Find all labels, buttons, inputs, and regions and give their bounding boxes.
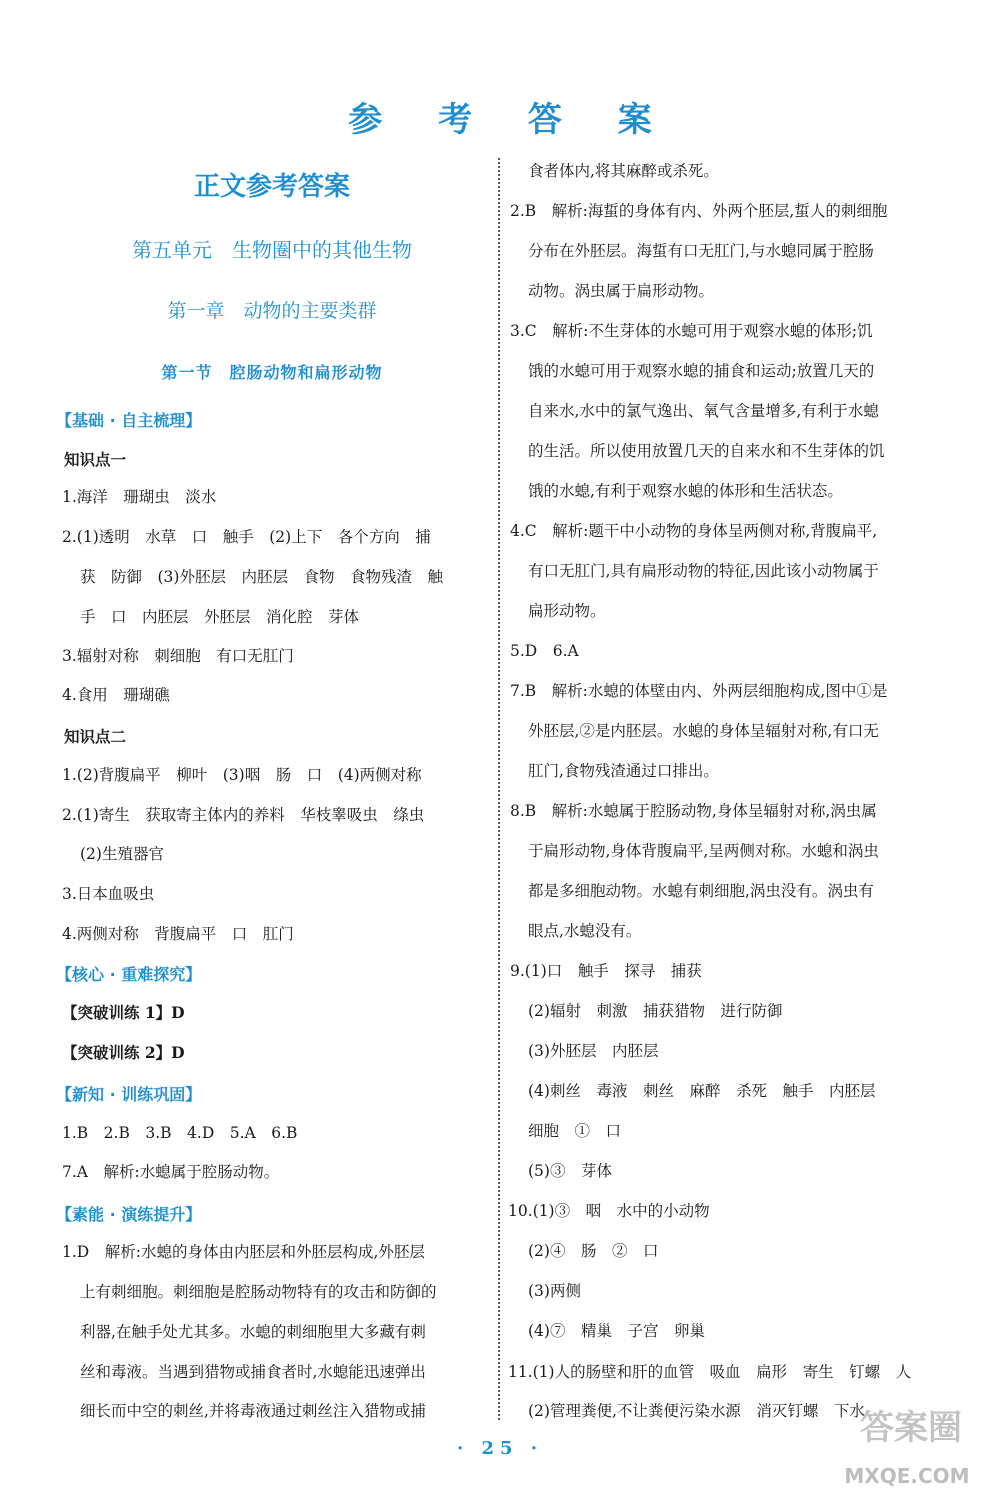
answer-line: 的生活。所以使用放置几天的自来水和不生芽体的饥 <box>528 442 885 460</box>
answer-line: 手 口 内胚层 外胚层 消化腔 芽体 <box>80 608 360 626</box>
watermark-logo-text: 答案圈 <box>860 1408 962 1448</box>
answer-line: (2)管理粪便,不让粪便污染水源 消灭钉螺 下水 <box>528 1402 865 1420</box>
answer-line: 都是多细胞动物。水螅有刺细胞,涡虫没有。涡虫有 <box>528 882 874 900</box>
answer-line: 11.(1)人的肠壁和肝的血管 吸血 扁形 寄生 钉螺 人 <box>508 1363 912 1381</box>
answer-line: 分布在外胚层。海蜇有口无肛门,与水螅同属于腔肠 <box>528 242 874 260</box>
answer-line: 10.(1)③ 咽 水中的小动物 <box>508 1202 710 1220</box>
answer-line: 食者体内,将其麻醉或杀死。 <box>528 162 719 180</box>
answer-line: 上有刺细胞。刺细胞是腔肠动物特有的攻击和防御的 <box>80 1283 437 1301</box>
answer-line: (2)④ 肠 ② 口 <box>528 1242 659 1260</box>
tag-ability: 【素能 · 演练提升】 <box>56 1205 202 1224</box>
answer-line: 4.食用 珊瑚礁 <box>62 686 170 704</box>
page-title: 参 考 答 案 <box>348 100 674 140</box>
answer-line: 利器,在触手处尤其多。水螅的刺细胞里大多藏有刺 <box>80 1323 426 1341</box>
answer-line: 7.B 解析:水螅的体壁由内、外两层细胞构成,图中①是 <box>510 682 888 700</box>
answer-line: 丝和毒液。当遇到猎物或捕食者时,水螅能迅速弹出 <box>80 1363 426 1381</box>
answer-line: 眼点,水螅没有。 <box>528 922 642 940</box>
section-heading: 第一节 腔肠动物和扁形动物 <box>161 363 383 382</box>
tag-new-knowledge: 【新知 · 训练巩固】 <box>56 1085 202 1104</box>
answer-line: 3.辐射对称 刺细胞 有口无肛门 <box>62 647 294 665</box>
watermark-url: MXQE.COM <box>844 1464 970 1488</box>
answer-line: 于扁形动物,身体背腹扁平,呈两侧对称。水螅和涡虫 <box>528 842 879 860</box>
answer-line: (3)外胚层 内胚层 <box>528 1042 659 1060</box>
watermark-logo <box>818 1398 996 1490</box>
answer-line: 扁形动物。 <box>528 602 606 620</box>
answer-line: 有口无肛门,具有扁形动物的特征,因此该小动物属于 <box>528 562 879 580</box>
answer-line: 9.(1)口 触手 探寻 捕获 <box>510 962 702 980</box>
answer-line: 7.A 解析:水螅属于腔肠动物。 <box>62 1163 280 1181</box>
answer-line: 外胚层,②是内胚层。水螅的身体呈辐射对称,有口无 <box>528 722 879 740</box>
answer-line: 细长而中空的刺丝,并将毒液通过刺丝注入猎物或捕 <box>80 1402 426 1420</box>
answer-line: (3)两侧 <box>528 1282 581 1300</box>
tag-core: 【核心 · 重难探究】 <box>56 965 202 984</box>
answer-line: 3.日本血吸虫 <box>62 885 155 903</box>
answer-line: 4.C 解析:题干中小动物的身体呈两侧对称,背腹扁平, <box>510 522 878 540</box>
unit-heading: 第五单元 生物圈中的其他生物 <box>132 238 412 262</box>
tag-basic: 【基础 · 自主梳理】 <box>56 411 202 430</box>
answer-line: 1.(2)背腹扁平 柳叶 (3)咽 肠 口 (4)两侧对称 <box>62 766 422 784</box>
answer-line: 4.两侧对称 背腹扁平 口 肛门 <box>62 925 294 943</box>
answer-line: 肛门,食物残渣通过口排出。 <box>528 762 719 780</box>
answer-line: 动物。涡虫属于扁形动物。 <box>528 282 715 300</box>
answer-line: 2.(1)寄生 获取寄主体内的养料 华枝睾吸虫 绦虫 <box>62 806 425 824</box>
answer-line: 5.D 6.A <box>510 642 579 660</box>
knowledge-point-1: 知识点一 <box>64 451 127 469</box>
answer-line: (4)刺丝 毒液 刺丝 麻醉 杀死 触手 内胚层 <box>528 1082 876 1100</box>
main-heading: 正文参考答案 <box>193 172 350 202</box>
breakthrough-1: 【突破训练 1】D <box>62 1003 185 1022</box>
answer-line: (5)③ 芽体 <box>528 1162 612 1180</box>
answer-line: (4)⑦ 精巢 子宫 卵巢 <box>528 1322 705 1340</box>
answer-line: (2)生殖器官 <box>80 845 164 863</box>
answer-line: 饿的水螅,有利于观察水螅的体形和生活状态。 <box>528 482 843 500</box>
answer-line: (2)辐射 刺激 捕获猎物 进行防御 <box>528 1002 783 1020</box>
chapter-heading: 第一章 动物的主要类群 <box>167 300 377 322</box>
answer-line: 自来水,水中的氯气逸出、氧气含量增多,有利于水螅 <box>528 402 879 420</box>
answer-line: 1.海洋 珊瑚虫 淡水 <box>62 488 217 506</box>
answer-line: 细胞 ① 口 <box>528 1122 622 1140</box>
answer-line: 1.B 2.B 3.B 4.D 5.A 6.B <box>62 1124 298 1142</box>
answer-line: 1.D 解析:水螅的身体由内胚层和外胚层构成,外胚层 <box>62 1243 425 1261</box>
answer-line: 饿的水螅可用于观察水螅的捕食和运动;放置几天的 <box>528 362 875 380</box>
answer-line: 2.B 解析:海蜇的身体有内、外两个胚层,蜇人的刺细胞 <box>510 202 888 220</box>
answer-line: 3.C 解析:不生芽体的水螅可用于观察水螅的体形;饥 <box>510 322 873 340</box>
column-divider <box>498 158 500 1420</box>
answer-line: 8.B 解析:水螅属于腔肠动物,身体呈辐射对称,涡虫属 <box>510 802 877 820</box>
answer-line: 2.(1)透明 水草 口 触手 (2)上下 各个方向 捕 <box>62 528 431 546</box>
page-number: · 25 · <box>456 1438 544 1459</box>
knowledge-point-2: 知识点二 <box>64 728 127 746</box>
answer-line: 获 防御 (3)外胚层 内胚层 食物 食物残渣 触 <box>80 568 443 586</box>
breakthrough-2: 【突破训练 2】D <box>62 1043 185 1062</box>
